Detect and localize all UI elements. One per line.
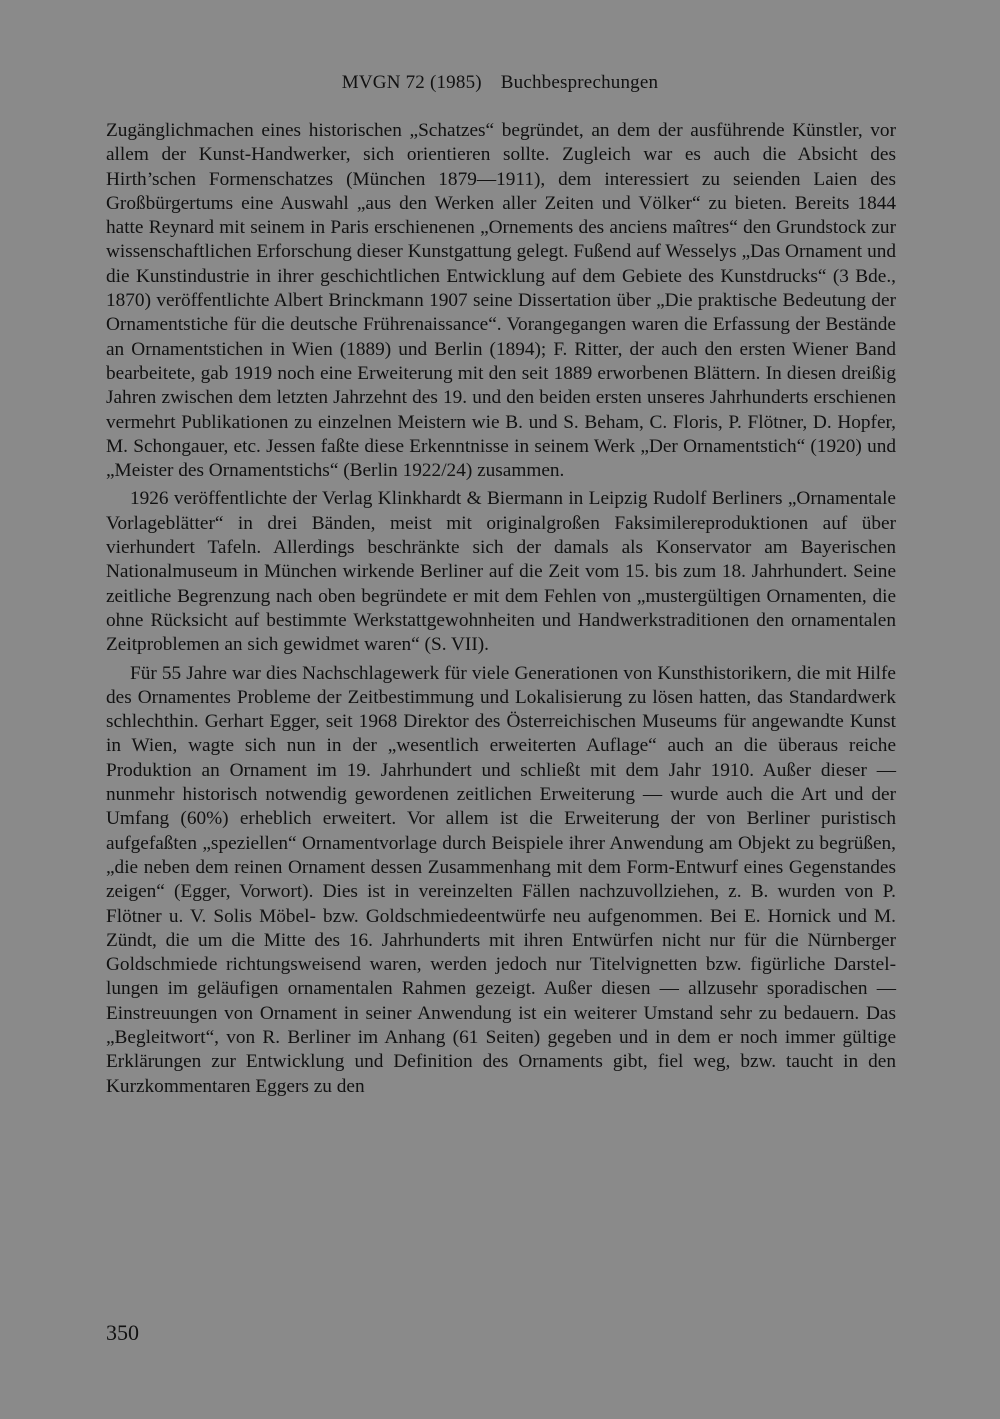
- article-body: [106, 119, 896, 1099]
- paragraph-1: Zugänglichmachen eines historischen „Schatzes“ begründet, an dem der ausführende Künstler, vor allem der Kunst-Handwerker, sich orientieren sollte. Zugleich war es auch die Absicht des Hirth’schen Formenschatzes (München 1879—1911), dem interessiert zu seienden Laien des Großbürgertums eine Auswahl „aus den Werken aller Zeiten und Völker“ zu bieten. Bereits 1844 hatte Reynard mit seinem in Paris erschienenen „Ornements des anciens maîtres“ den Grundstock zur wissenschaftlichen Erforschung dieser Kunstgattung gelegt. Fußend auf Wesselys „Das Ornament und die Kunstindustrie in ihrer geschichtlichen Entwicklung auf dem Gebiete des Kunstdrucks“ (3 Bde., 1870) veröffentlichte Albert Brinckmann 1907 seine Dissertation über „Die praktische Bedeutung der Ornamentstiche für die deutsche Frührenaissance“. Vorangegangen waren die Erfassung der Bestände an Ornamentstichen in Wien (1889) und Berlin (1894); F. Ritter, der auch den ersten Wiener Band bearbeitete, gab 1919 noch eine Erweiterung mit den seit 1889 erworbenen Blättern. In diesen dreißig Jahren zwischen dem letzten Jahrzehnt des 19. und den beiden ersten unseres Jahrhunderts erschienen vermehrt Publikationen zu einzelnen Meistern wie B. und S. Beham, C. Floris, P. Flötner, D. Hopfer, M. Schongauer, etc. Jessen faßte diese Erkenntnisse in seinem Werk „Der Ornamentstich“ (1920) und „Meister des Ornamentstichs“ (Berlin 1922/24) zusammen.: [106, 120, 896, 482]
- paragraph-2: 1926 veröffentlichte der Verlag Klinkhardt & Biermann in Leipzig Rudolf Berliners „Ornamentale Vorlageblätter“ in drei Bänden, meist mit originalgroßen Faksimilereproduktionen auf über vierhundert Tafeln. Allerdings beschränkte sich der damals als Konservator am Bayerischen Nationalmuseum in München wirkende Berliner auf die Zeit vom 15. bis zum 18. Jahrhundert. Seine zeitliche Begrenzung nach oben begründete er mit dem Fehlen von „mustergültigen Ornamenten, die ohne Rücksicht auf bestimmte Werkstattgewohnheiten und Handwerkstraditionen den ornamentalen Zeitproblemen an sich gewidmet waren“ (S. VII).: [106, 488, 896, 656]
- paragraph-3: Für 55 Jahre war dies Nachschlagewerk für viele Generationen von Kunsthistorikern, die mit Hilfe des Ornamentes Probleme der Zeitbestimmung und Lokalisierung zu lösen hatten, das Standardwerk schlechthin. Gerhart Egger, seit 1968 Direktor des Österreichischen Museums für angewandte Kunst in Wien, wagte sich nun in der „wesentlich erweiterten Auflage“ auch an die überaus reiche Produktion an Ornament im 19. Jahrhundert und schließt mit dem Jahr 1910. Außer dieser — nunmehr historisch notwendig gewordenen zeitlichen Erweiterung — wurde auch die Art und der Umfang (60%) erheblich erweitert. Vor allem ist die Erweiterung der von Berliner puristisch aufgefaßten „speziellen“ Ornamentvorlage durch Beispiele ihrer Anwendung am Objekt zu begrüßen, „die neben dem reinen Ornament dessen Zusammenhang mit dem Form-Entwurf eines Gegenstandes zeigen“ (Egger, Vorwort). Dies ist in vereinzelten Fällen nachzuvollziehen, z. B. wurden von P. Flötner u. V. Solis Möbel- bzw. Goldschmiedeentwürfe neu aufgenommen. Bei E. Hornick und M. Zündt, die um die Mitte des 16. Jahrhunderts mit ihren Entwürfen nicht nur für die Nürnberger Goldschmiede richtungsweisend waren, werden jedoch nur Titelvignetten bzw. figürliche Darstellungen im geläufigen ornamentalen Rahmen gezeigt. Außer diesen — allzusehr sporadischen — Einstreuungen von Ornament in seiner Anwendung ist ein weiterer Umstand sehr zu bedauern. Das „Begleitwort“, von R. Berliner im Anhang (61 Seiten) gegeben und in dem er noch immer gültige Erklärungen zur Entwicklung und Definition des Ornaments gibt, fiel weg, bzw. taucht in den Kurzkommentaren Eggers zu den: [106, 662, 896, 1097]
- page-number: 350: [106, 1320, 139, 1345]
- section-title: Buchbesprechungen: [500, 72, 659, 93]
- running-header: [0, 72, 1000, 94]
- journal-reference: MVGN 72 (1985): [341, 72, 482, 93]
